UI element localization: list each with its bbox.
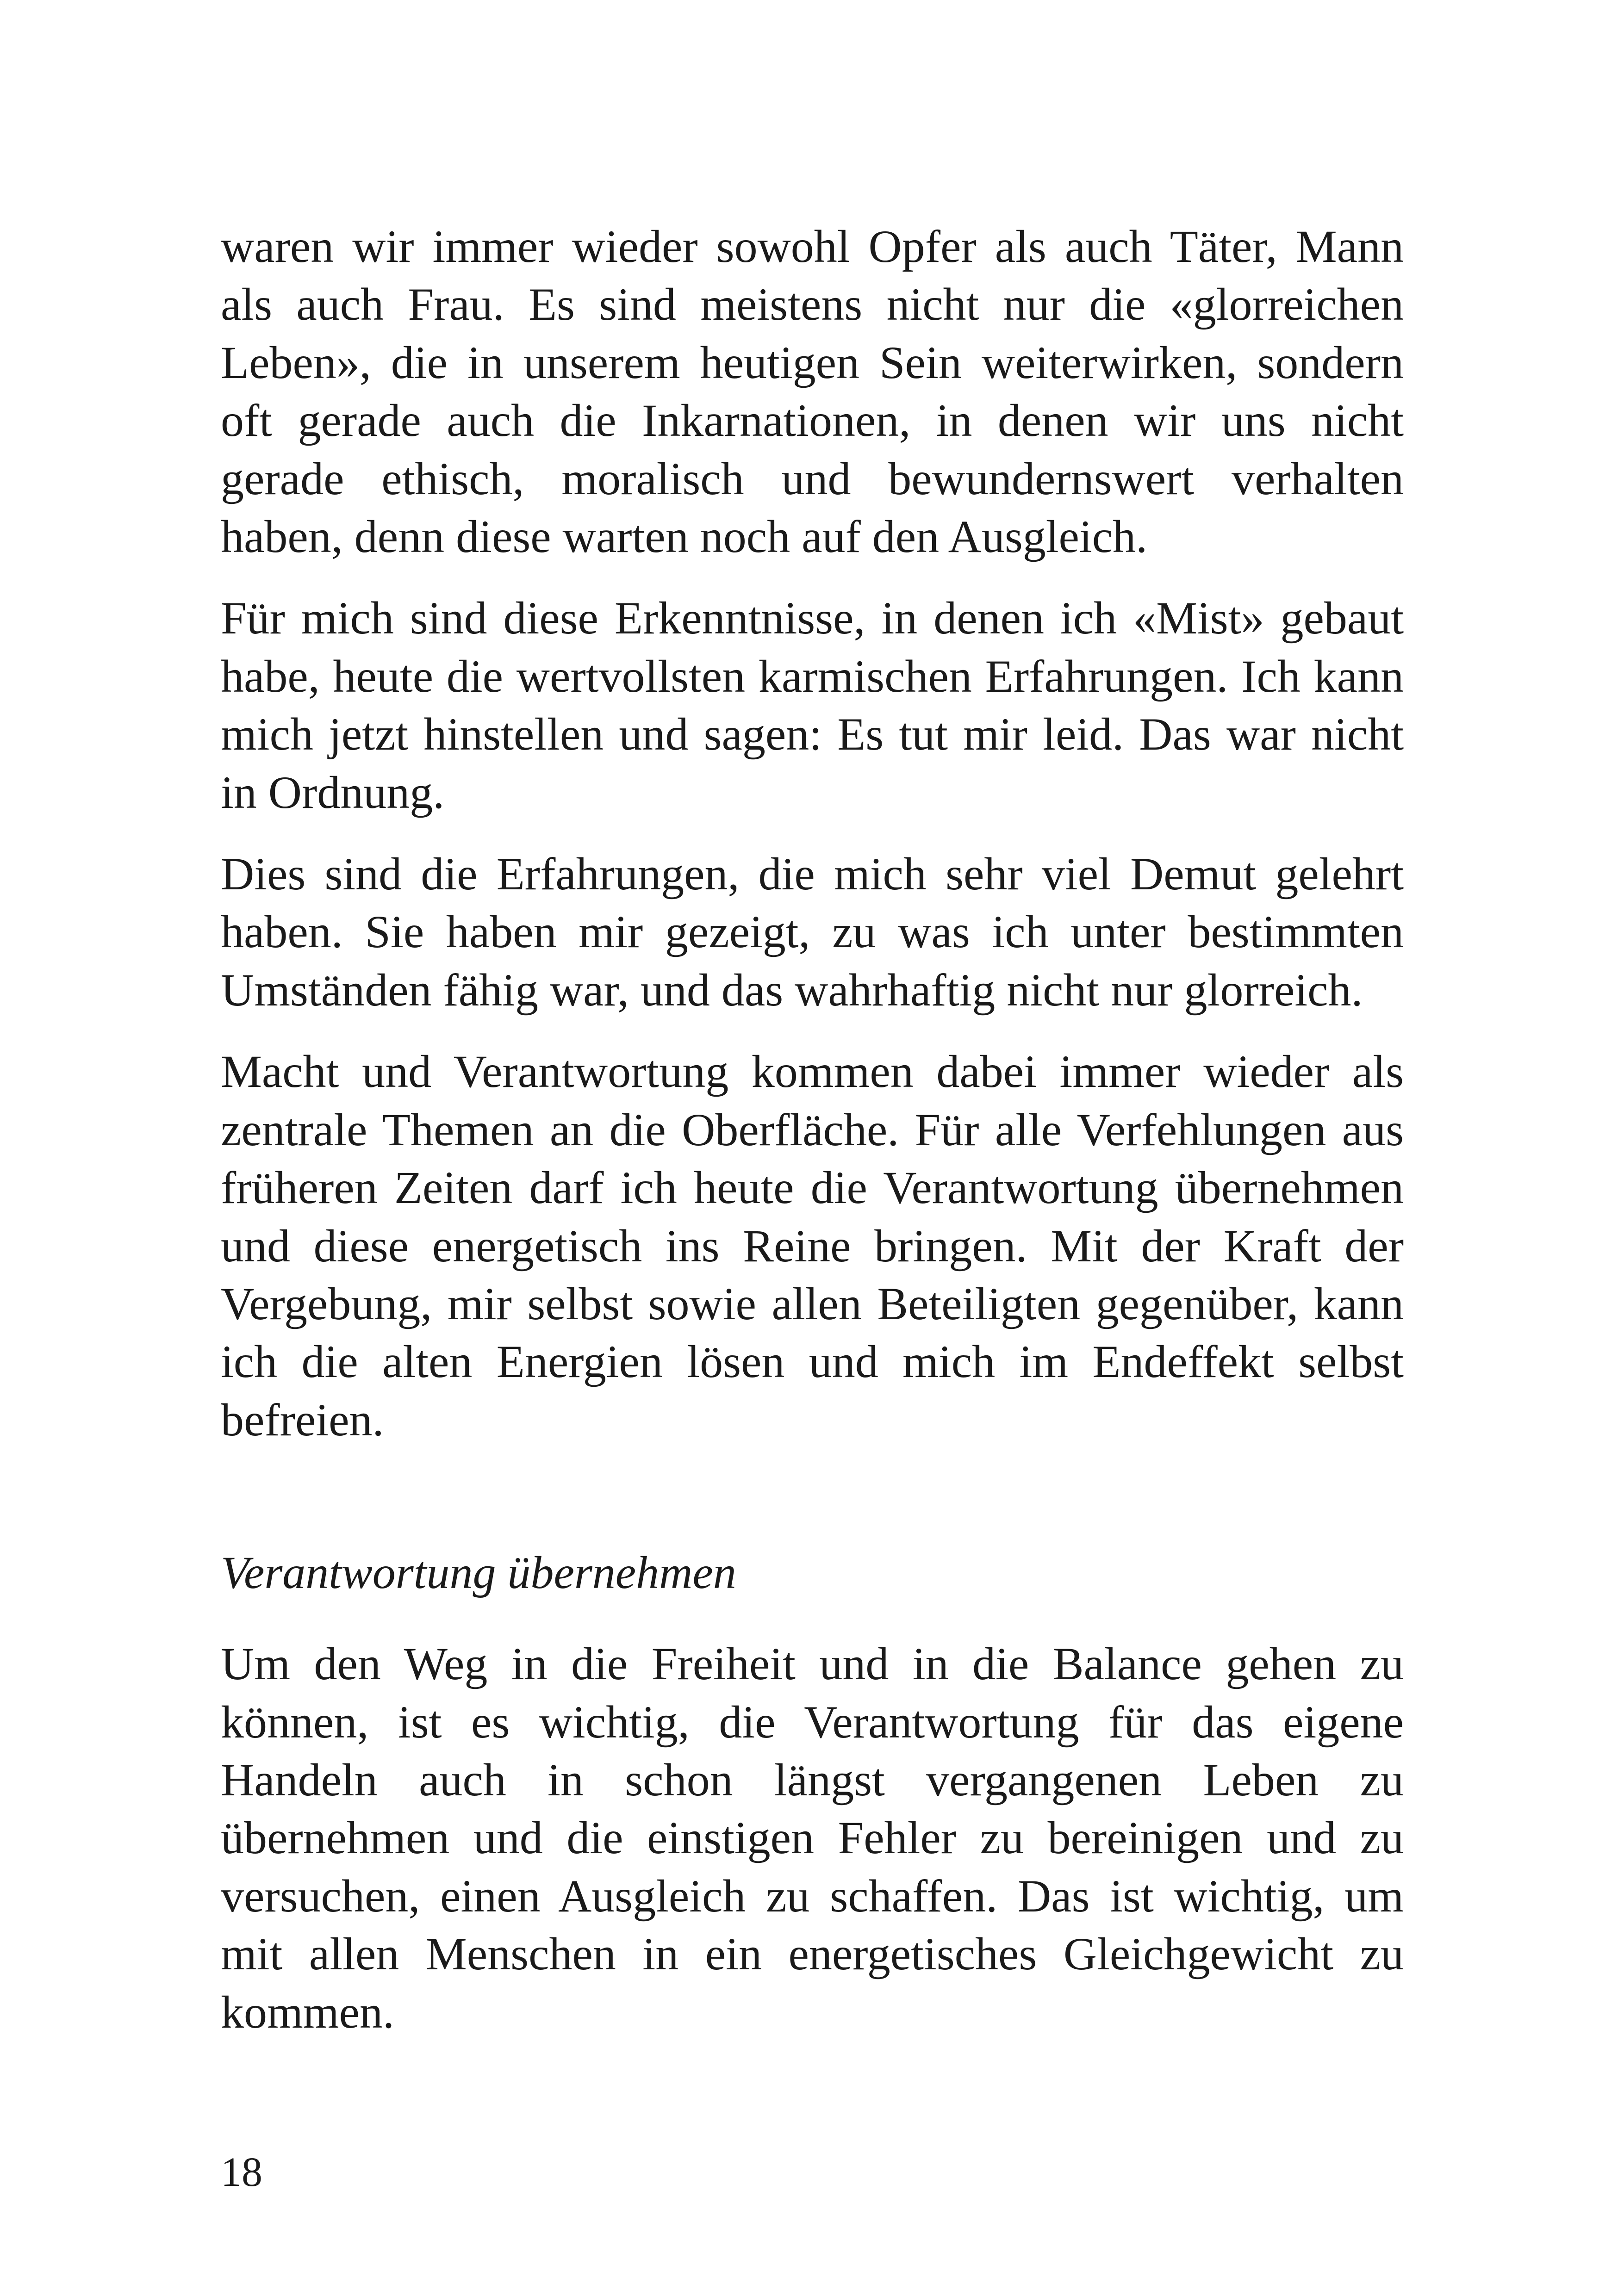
body-text bbox=[221, 217, 1404, 2065]
page-number: 18 bbox=[221, 2149, 262, 2195]
paragraph: Dies sind die Erfahrungen, die mich sehr viel Demut gelehrt haben. Sie haben mir gezeigt, zu was ich unter bestimmten Umständen fähig war, und das wahrhaftig nicht nur glorreich. bbox=[221, 848, 1404, 1016]
paragraph: Macht und Verantwortung kommen dabei immer wieder als zentrale Themen an die Oberfläche. Für alle Verfehlungen aus früheren Zeiten darf ich heute die Verantwortung übernehmen und diese energetisch ins Reine bringen. Mit der Kraft der Vergebung, mir selbst sowie allen Beteiligten gegenüber, kann ich die alten Energien lösen und mich im Endeffekt selbst befreien. bbox=[221, 1046, 1404, 1446]
paragraph: waren wir immer wieder sowohl Opfer als auch Täter, Mann als auch Frau. Es sind meistens nicht nur die «glorreichen Leben», die in unserem heutigen Sein weiterwirken, sondern oft gerade auch die Inkarnationen, in denen wir uns nicht gerade ethisch, moralisch und bewundernswert verhalten haben, denn diese warten noch auf den Ausgleich. bbox=[221, 221, 1404, 563]
section-heading: Verantwortung übernehmen bbox=[221, 1547, 736, 1599]
paragraph: Um den Weg in die Freiheit und in die Balance gehen zu können, ist es wichtig, die Verantwortung für das eigene Handeln auch in schon längst vergangenen Leben zu übernehmen und die einstigen Fehler zu bereinigen und zu versuchen, einen Ausgleich zu schaffen. Das ist wichtig, um mit allen Menschen in ein energetisches Gleichgewicht zu kommen. bbox=[221, 1638, 1404, 2038]
paragraph: Für mich sind diese Erkenntnisse, in denen ich «Mist» gebaut habe, heute die wertvollsten karmischen Erfahrungen. Ich kann mich jetzt hinstellen und sagen: Es tut mir leid. Das war nicht in Ordnung. bbox=[221, 592, 1404, 818]
